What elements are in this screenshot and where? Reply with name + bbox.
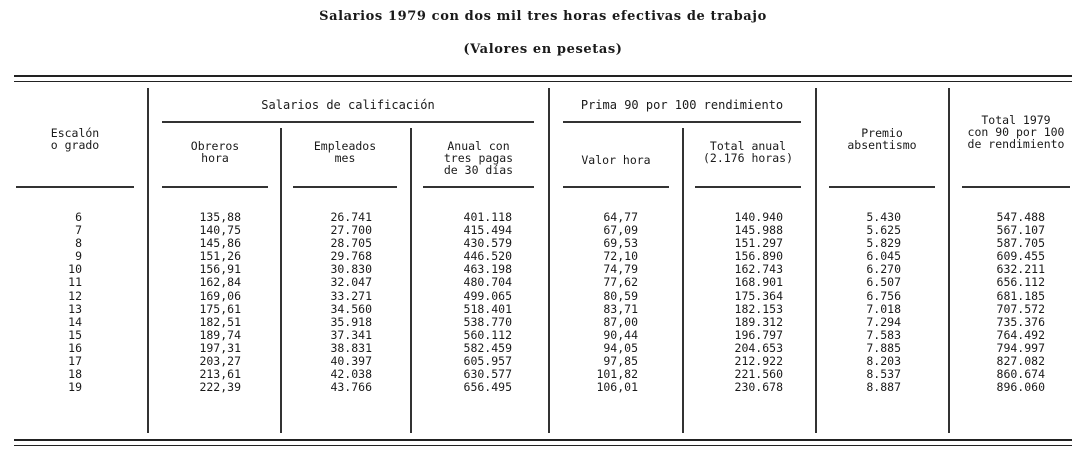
table-cell-valor-hora: 67,09	[603, 223, 638, 238]
table-cell-obreros: 197,31	[199, 340, 241, 355]
divider-empleados	[410, 128, 412, 433]
table-cell-valor-hora: 77,62	[603, 275, 638, 290]
table-cell-empleados: 33.271	[330, 288, 372, 303]
table-cell-valor-hora: 97,85	[603, 354, 638, 369]
table-cell-anual: 480.704	[463, 275, 512, 290]
table-cell-total-1979: 609.455	[996, 249, 1045, 264]
header-anual-tres-pagas: Anual con tres pagas de 30 días	[443, 139, 514, 177]
table-cell-obreros: 222,39	[199, 380, 241, 395]
table-cell-premio: 7.583	[866, 327, 901, 342]
table-cell-premio: 6.045	[866, 249, 901, 264]
table-cell-total-1979: 860.674	[996, 367, 1045, 382]
table-cell-total-1979: 707.572	[996, 301, 1045, 316]
table-cell-premio: 6.507	[866, 275, 901, 290]
table-cell-escalon: 13	[68, 301, 82, 316]
table-cell-valor-hora: 74,79	[603, 262, 638, 277]
column-total-1979	[975, 211, 1045, 394]
table-cell-total-anual: 182.153	[734, 301, 783, 316]
table-cell-empleados: 29.768	[330, 249, 372, 264]
header-prima-rendimiento: Prima 90 por 100 rendimiento	[580, 98, 784, 112]
header-salarios-calificacion: Salarios de calificación	[261, 98, 435, 112]
table-cell-total-anual: 162.743	[734, 262, 783, 277]
table-cell-valor-hora: 90,44	[603, 327, 638, 342]
column-obreros-hora	[185, 211, 241, 394]
top-rule	[14, 75, 1072, 77]
table-cell-anual: 582.459	[463, 340, 512, 355]
table-cell-total-anual: 189.312	[734, 314, 783, 329]
header-rule-obreros	[162, 186, 268, 188]
table-cell-escalon: 9	[75, 249, 82, 264]
table-cell-empleados: 34.560	[330, 301, 372, 316]
table-cell-total-anual: 175.364	[734, 288, 783, 303]
table-cell-total-1979: 764.492	[996, 327, 1045, 342]
table-cell-obreros: 213,61	[199, 367, 241, 382]
table-cell-escalon: 10	[68, 262, 82, 277]
table-cell-empleados: 40.397	[330, 354, 372, 369]
header-rule-premio	[829, 186, 935, 188]
header-empleados-mes: Empleados mes	[313, 139, 377, 165]
table-cell-escalon: 17	[68, 354, 82, 369]
header-valor-hora: Valor hora	[581, 153, 651, 167]
header-escalon: Escalón o grado	[50, 126, 100, 152]
header-total-1979: Total 1979 con 90 por 100 de rendimiento	[967, 113, 1065, 151]
table-cell-total-1979: 827.082	[996, 354, 1045, 369]
table-title: Salarios 1979 con dos mil tres horas efectivas de trabajo	[319, 9, 767, 24]
table-cell-escalon: 7	[75, 223, 82, 238]
table-cell-empleados: 28.705	[330, 236, 372, 251]
table-cell-escalon: 12	[68, 288, 82, 303]
table-cell-obreros: 151,26	[199, 249, 241, 264]
table-cell-total-anual: 230.678	[734, 380, 783, 395]
table-cell-obreros: 189,74	[199, 327, 241, 342]
table-cell-premio: 5.829	[866, 236, 901, 251]
table-cell-empleados: 27.700	[330, 223, 372, 238]
table-cell-premio: 7.018	[866, 301, 901, 316]
table-cell-premio: 7.885	[866, 340, 901, 355]
table-cell-total-anual: 156.890	[734, 249, 783, 264]
table-cell-valor-hora: 69,53	[603, 236, 638, 251]
table-cell-escalon: 16	[68, 340, 82, 355]
table-cell-anual: 560.112	[463, 327, 512, 342]
table-cell-total-1979: 681.185	[996, 288, 1045, 303]
table-cell-obreros: 140,75	[199, 223, 241, 238]
table-cell-total-anual: 221.560	[734, 367, 783, 382]
table-cell-obreros: 175,61	[199, 301, 241, 316]
table-cell-total-1979: 587.705	[996, 236, 1045, 251]
table-cell-obreros: 162,84	[199, 275, 241, 290]
table-cell-valor-hora: 87,00	[603, 314, 638, 329]
table-cell-escalon: 6	[75, 210, 82, 224]
table-cell-anual: 518.401	[463, 301, 512, 316]
table-cell-empleados: 26.741	[330, 210, 372, 224]
table-cell-anual: 430.579	[463, 236, 512, 251]
table-cell-valor-hora: 80,59	[603, 288, 638, 303]
header-rule-total-1979	[962, 186, 1070, 188]
table-cell-obreros: 203,27	[199, 354, 241, 369]
table-cell-anual: 630.577	[463, 367, 512, 382]
table-cell-total-anual: 140.940	[734, 210, 783, 224]
table-cell-anual: 463.198	[463, 262, 512, 277]
table-cell-empleados: 38.831	[330, 340, 372, 355]
table-cell-valor-hora: 64,77	[603, 210, 638, 224]
table-cell-empleados: 32.047	[330, 275, 372, 290]
table-cell-empleados: 35.918	[330, 314, 372, 329]
table-cell-valor-hora: 72,10	[603, 249, 638, 264]
table-cell-total-anual: 204.653	[734, 340, 783, 355]
table-cell-anual: 538.770	[463, 314, 512, 329]
table-cell-obreros: 156,91	[199, 262, 241, 277]
divider-prima	[815, 88, 817, 433]
table-cell-total-anual: 151.297	[734, 236, 783, 251]
table-cell-premio: 8.203	[866, 354, 901, 369]
table-cell-anual: 656.495	[463, 380, 512, 395]
column-premio-absentismo	[845, 211, 901, 394]
column-empleados-mes	[310, 211, 372, 394]
table-cell-anual: 499.065	[463, 288, 512, 303]
table-cell-obreros: 169,06	[199, 288, 241, 303]
table-cell-total-1979: 896.060	[996, 380, 1045, 395]
table-cell-empleados: 43.766	[330, 380, 372, 395]
table-subtitle: (Valores en pesetas)	[463, 42, 623, 57]
table-cell-escalon: 15	[68, 327, 82, 342]
header-obreros-hora: Obreros hora	[190, 139, 240, 165]
table-cell-obreros: 145,86	[199, 236, 241, 251]
column-total-anual	[713, 211, 783, 394]
header-rule-anual	[423, 186, 534, 188]
table-cell-escalon: 11	[68, 275, 82, 290]
table-cell-premio: 5.430	[866, 210, 901, 224]
table-cell-premio: 8.887	[866, 380, 901, 395]
bottom-rule-thin	[14, 445, 1072, 446]
table-cell-total-1979: 567.107	[996, 223, 1045, 238]
divider-escalon	[147, 88, 149, 433]
table-cell-anual: 605.957	[463, 354, 512, 369]
table-cell-valor-hora: 101,82	[596, 367, 638, 382]
table-cell-total-1979: 735.376	[996, 314, 1045, 329]
table-cell-empleados: 30.830	[330, 262, 372, 277]
table-cell-escalon: 18	[68, 367, 82, 382]
table-cell-escalon: 19	[68, 380, 82, 395]
table-cell-total-anual: 168.901	[734, 275, 783, 290]
header-rule-total-anual	[695, 186, 801, 188]
table-cell-total-1979: 656.112	[996, 275, 1045, 290]
table-cell-premio: 6.756	[866, 288, 901, 303]
header-premio-absentismo: Premio absentismo	[847, 126, 917, 152]
table-cell-empleados: 42.038	[330, 367, 372, 382]
salarios-group-rule	[162, 121, 534, 123]
table-cell-premio: 6.270	[866, 262, 901, 277]
header-rule-valor-hora	[563, 186, 669, 188]
table-cell-total-anual: 212.922	[734, 354, 783, 369]
divider-salarios	[548, 88, 550, 433]
header-total-anual: Total anual (2.176 horas)	[702, 139, 793, 165]
top-rule-thin	[14, 81, 1072, 82]
table-cell-total-anual: 145.988	[734, 223, 783, 238]
table-cell-total-1979: 632.211	[996, 262, 1045, 277]
table-cell-empleados: 37.341	[330, 327, 372, 342]
table-cell-premio: 7.294	[866, 314, 901, 329]
divider-premio	[948, 88, 950, 433]
table-cell-total-anual: 196.797	[734, 327, 783, 342]
table-cell-escalon: 8	[75, 236, 82, 251]
table-cell-total-1979: 547.488	[996, 210, 1045, 224]
table-cell-obreros: 182,51	[199, 314, 241, 329]
column-valor-hora	[580, 211, 638, 394]
table-cell-premio: 8.537	[866, 367, 901, 382]
header-rule-escalon	[16, 186, 134, 188]
header-rule-empleados	[293, 186, 397, 188]
table-cell-valor-hora: 106,01	[596, 380, 638, 395]
table-cell-valor-hora: 83,71	[603, 301, 638, 316]
table-cell-anual: 401.118	[463, 210, 512, 224]
column-anual-tres-pagas	[440, 211, 512, 394]
prima-group-rule	[563, 121, 801, 123]
table-cell-escalon: 14	[68, 314, 82, 329]
column-escalon	[60, 211, 82, 394]
table-cell-valor-hora: 94,05	[603, 340, 638, 355]
divider-valor-hora	[682, 128, 684, 433]
table-cell-anual: 415.494	[463, 223, 512, 238]
bottom-rule	[14, 439, 1072, 441]
table-cell-anual: 446.520	[463, 249, 512, 264]
table-cell-obreros: 135,88	[199, 210, 241, 224]
divider-obreros	[280, 128, 282, 433]
table-cell-total-1979: 794.997	[996, 340, 1045, 355]
table-cell-premio: 5.625	[866, 223, 901, 238]
